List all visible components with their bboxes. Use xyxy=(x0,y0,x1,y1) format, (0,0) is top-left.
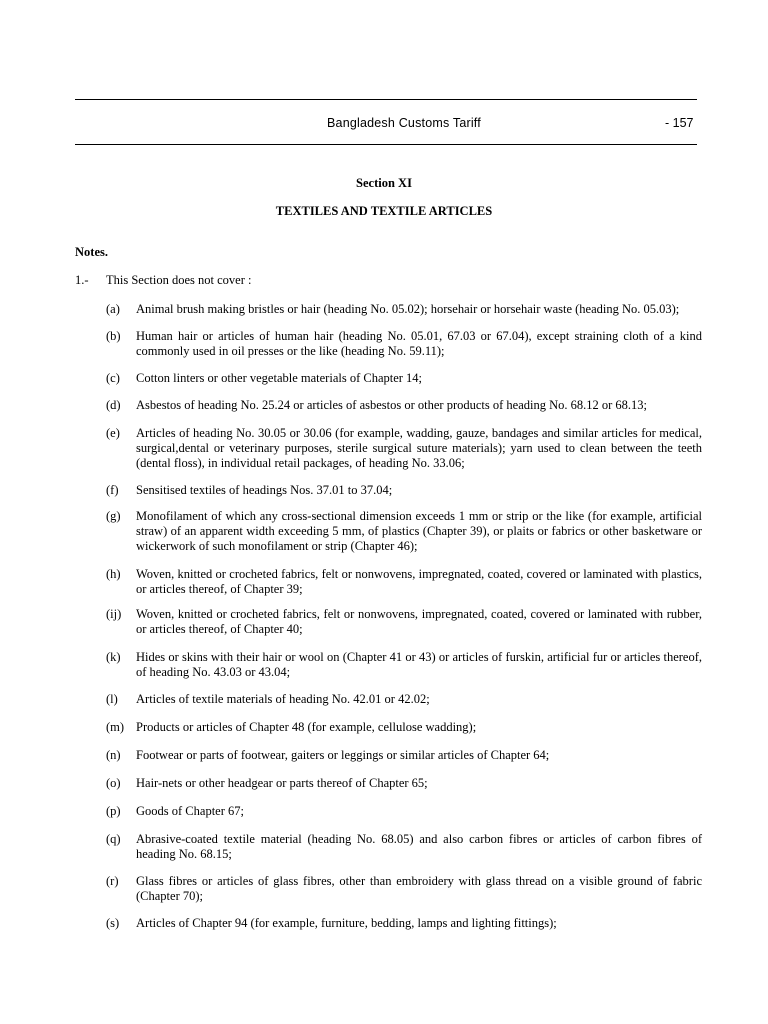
header-top-rule xyxy=(75,99,697,100)
item-text: Woven, knitted or crocheted fabrics, felt or nonwovens, impregnated, coated, covered or laminated with rubber, or articles thereof, of Chapter 40; xyxy=(136,607,702,637)
list-item xyxy=(106,748,702,763)
running-title: Bangladesh Customs Tariff xyxy=(327,116,481,130)
list-item xyxy=(106,832,702,862)
item-label: (e) xyxy=(106,426,120,440)
section-title: TEXTILES AND TEXTILE ARTICLES xyxy=(275,204,493,218)
item-label: (q) xyxy=(106,832,121,846)
item-label: (m) xyxy=(106,720,125,734)
item-text: Abrasive-coated textile material (heading No. 68.05) and also carbon fibres or articles of carbon fibres of heading No. 68.15; xyxy=(136,832,702,862)
list-item xyxy=(106,426,702,472)
item-label: (r) xyxy=(106,874,119,888)
item-text: Hides or skins with their hair or wool on (Chapter 41 or 43) or articles of furskin, artificial fur or articles thereof, of heading No. 43.03 or 43.04; xyxy=(136,650,702,680)
list-item xyxy=(106,607,702,637)
header-bottom-rule xyxy=(75,144,697,145)
item-label: (s) xyxy=(106,916,120,930)
item-text: Human hair or articles of human hair (heading No. 05.01, 67.03 or 67.04), except straining cloth of a kind commonly used in oil presses or the like (heading No. 59.11); xyxy=(136,329,702,359)
list-item xyxy=(106,692,702,707)
item-text: Articles of textile materials of heading No. 42.01 or 42.02; xyxy=(136,692,430,706)
page-number: - 157 xyxy=(665,116,694,130)
list-item xyxy=(106,720,702,735)
list-item xyxy=(106,398,702,413)
item-text: Products or articles of Chapter 48 (for example, cellulose wadding); xyxy=(136,720,477,734)
note-intro: This Section does not cover : xyxy=(106,273,252,287)
item-label: (f) xyxy=(106,483,119,497)
item-text: Woven, knitted or crocheted fabrics, felt or nonwovens, impregnated, coated, covered or laminated with plastics, or articles thereof, of Chapter 39; xyxy=(136,567,702,597)
list-item xyxy=(106,650,702,680)
item-text: Hair-nets or other headgear or parts thereof of Chapter 65; xyxy=(136,776,428,790)
list-item xyxy=(106,302,702,317)
item-label: (n) xyxy=(106,748,121,762)
item-text: Articles of heading No. 30.05 or 30.06 (for example, wadding, gauze, bandages and similar articles for medical, surgical,dental or veterinary purposes, sterile surgical suture materials); yarn used to clean between the teeth (dental floss), in individual retail packages, of heading No. 33.06; xyxy=(136,426,702,471)
item-label: (ij) xyxy=(106,607,122,621)
list-item xyxy=(106,567,702,597)
list-item xyxy=(106,509,702,555)
item-text: Cotton linters or other vegetable materials of Chapter 14; xyxy=(136,371,423,385)
item-label: (g) xyxy=(106,509,121,523)
item-label: (b) xyxy=(106,329,121,343)
item-text: Footwear or parts of footwear, gaiters or leggings or similar articles of Chapter 64; xyxy=(136,748,550,762)
list-item xyxy=(106,874,702,904)
item-text: Animal brush making bristles or hair (heading No. 05.02); horsehair or horsehair waste (heading No. 05.03); xyxy=(136,302,680,316)
list-item xyxy=(106,371,702,386)
item-text: Glass fibres or articles of glass fibres, other than embroidery with glass thread on a visible ground of fabric (Chapter 70); xyxy=(136,874,702,904)
item-text: Sensitised textiles of headings Nos. 37.01 to 37.04; xyxy=(136,483,393,497)
item-label: (o) xyxy=(106,776,121,790)
list-item xyxy=(106,483,702,498)
item-text: Goods of Chapter 67; xyxy=(136,804,244,818)
list-item xyxy=(106,776,702,791)
list-item xyxy=(106,804,702,819)
list-item xyxy=(106,916,702,931)
item-label: (c) xyxy=(106,371,120,385)
list-item xyxy=(106,329,702,359)
notes-heading: Notes. xyxy=(75,245,108,259)
section-number: Section XI xyxy=(356,176,412,190)
item-text: Articles of Chapter 94 (for example, furniture, bedding, lamps and lighting fittings); xyxy=(136,916,557,930)
item-text: Monofilament of which any cross-sectional dimension exceeds 1 mm or strip or the like (for example, artificial straw) of an apparent width exceeding 5 mm, of plastics (Chapter 39), or plaits or fabrics or other basketware or wickerwork of such monofilament or strip (Chapter 46); xyxy=(136,509,702,554)
item-label: (h) xyxy=(106,567,121,581)
item-label: (d) xyxy=(106,398,121,412)
item-label: (p) xyxy=(106,804,121,818)
item-text: Asbestos of heading No. 25.24 or articles of asbestos or other products of heading No. 68.12 or 68.13; xyxy=(136,398,648,412)
note-number: 1.- xyxy=(75,273,89,287)
item-label: (k) xyxy=(106,650,121,664)
item-label: (l) xyxy=(106,692,118,706)
item-label: (a) xyxy=(106,302,120,316)
